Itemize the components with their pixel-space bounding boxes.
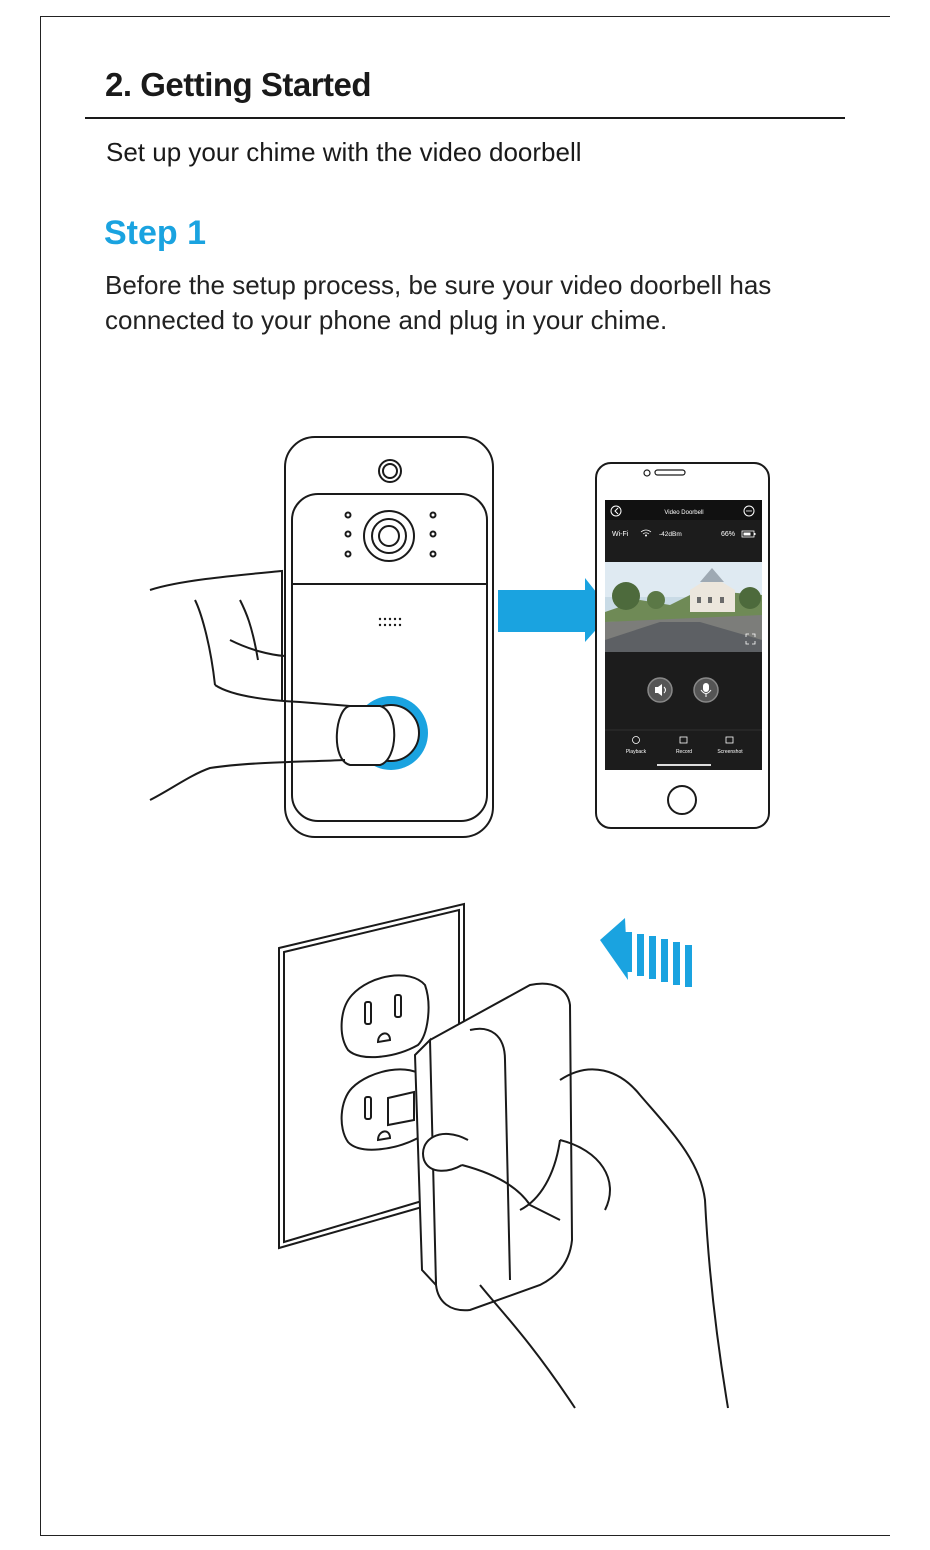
camera-preview <box>605 562 762 652</box>
tab-playback[interactable]: Playback <box>625 749 647 755</box>
left-arrow-icon <box>600 918 692 987</box>
section-subtitle: Set up your chime with the video doorbell <box>106 137 582 167</box>
tab-record[interactable]: Record <box>675 749 693 755</box>
tab-screenshot[interactable]: Screenshot <box>717 749 743 755</box>
app-header-title: Video Doorbell <box>664 510 704 516</box>
microphone-icon[interactable] <box>694 678 718 702</box>
doorbell-illustration <box>150 437 493 837</box>
step-description: Before the setup process, be sure your video doorbell has connected to your phone and plug in your chime. <box>105 270 772 335</box>
wifi-label: Wi-Fi <box>612 531 629 538</box>
section-title: 2. Getting Started <box>105 66 372 103</box>
battery-level: 66% <box>721 531 736 538</box>
chime-plugin-illustration <box>388 984 728 1408</box>
speaker-icon[interactable] <box>648 678 672 702</box>
step-heading: Step 1 <box>104 214 207 252</box>
right-arrow-icon <box>498 578 612 642</box>
signal-strength: -42dBm <box>659 531 682 538</box>
phone-illustration <box>596 463 769 828</box>
